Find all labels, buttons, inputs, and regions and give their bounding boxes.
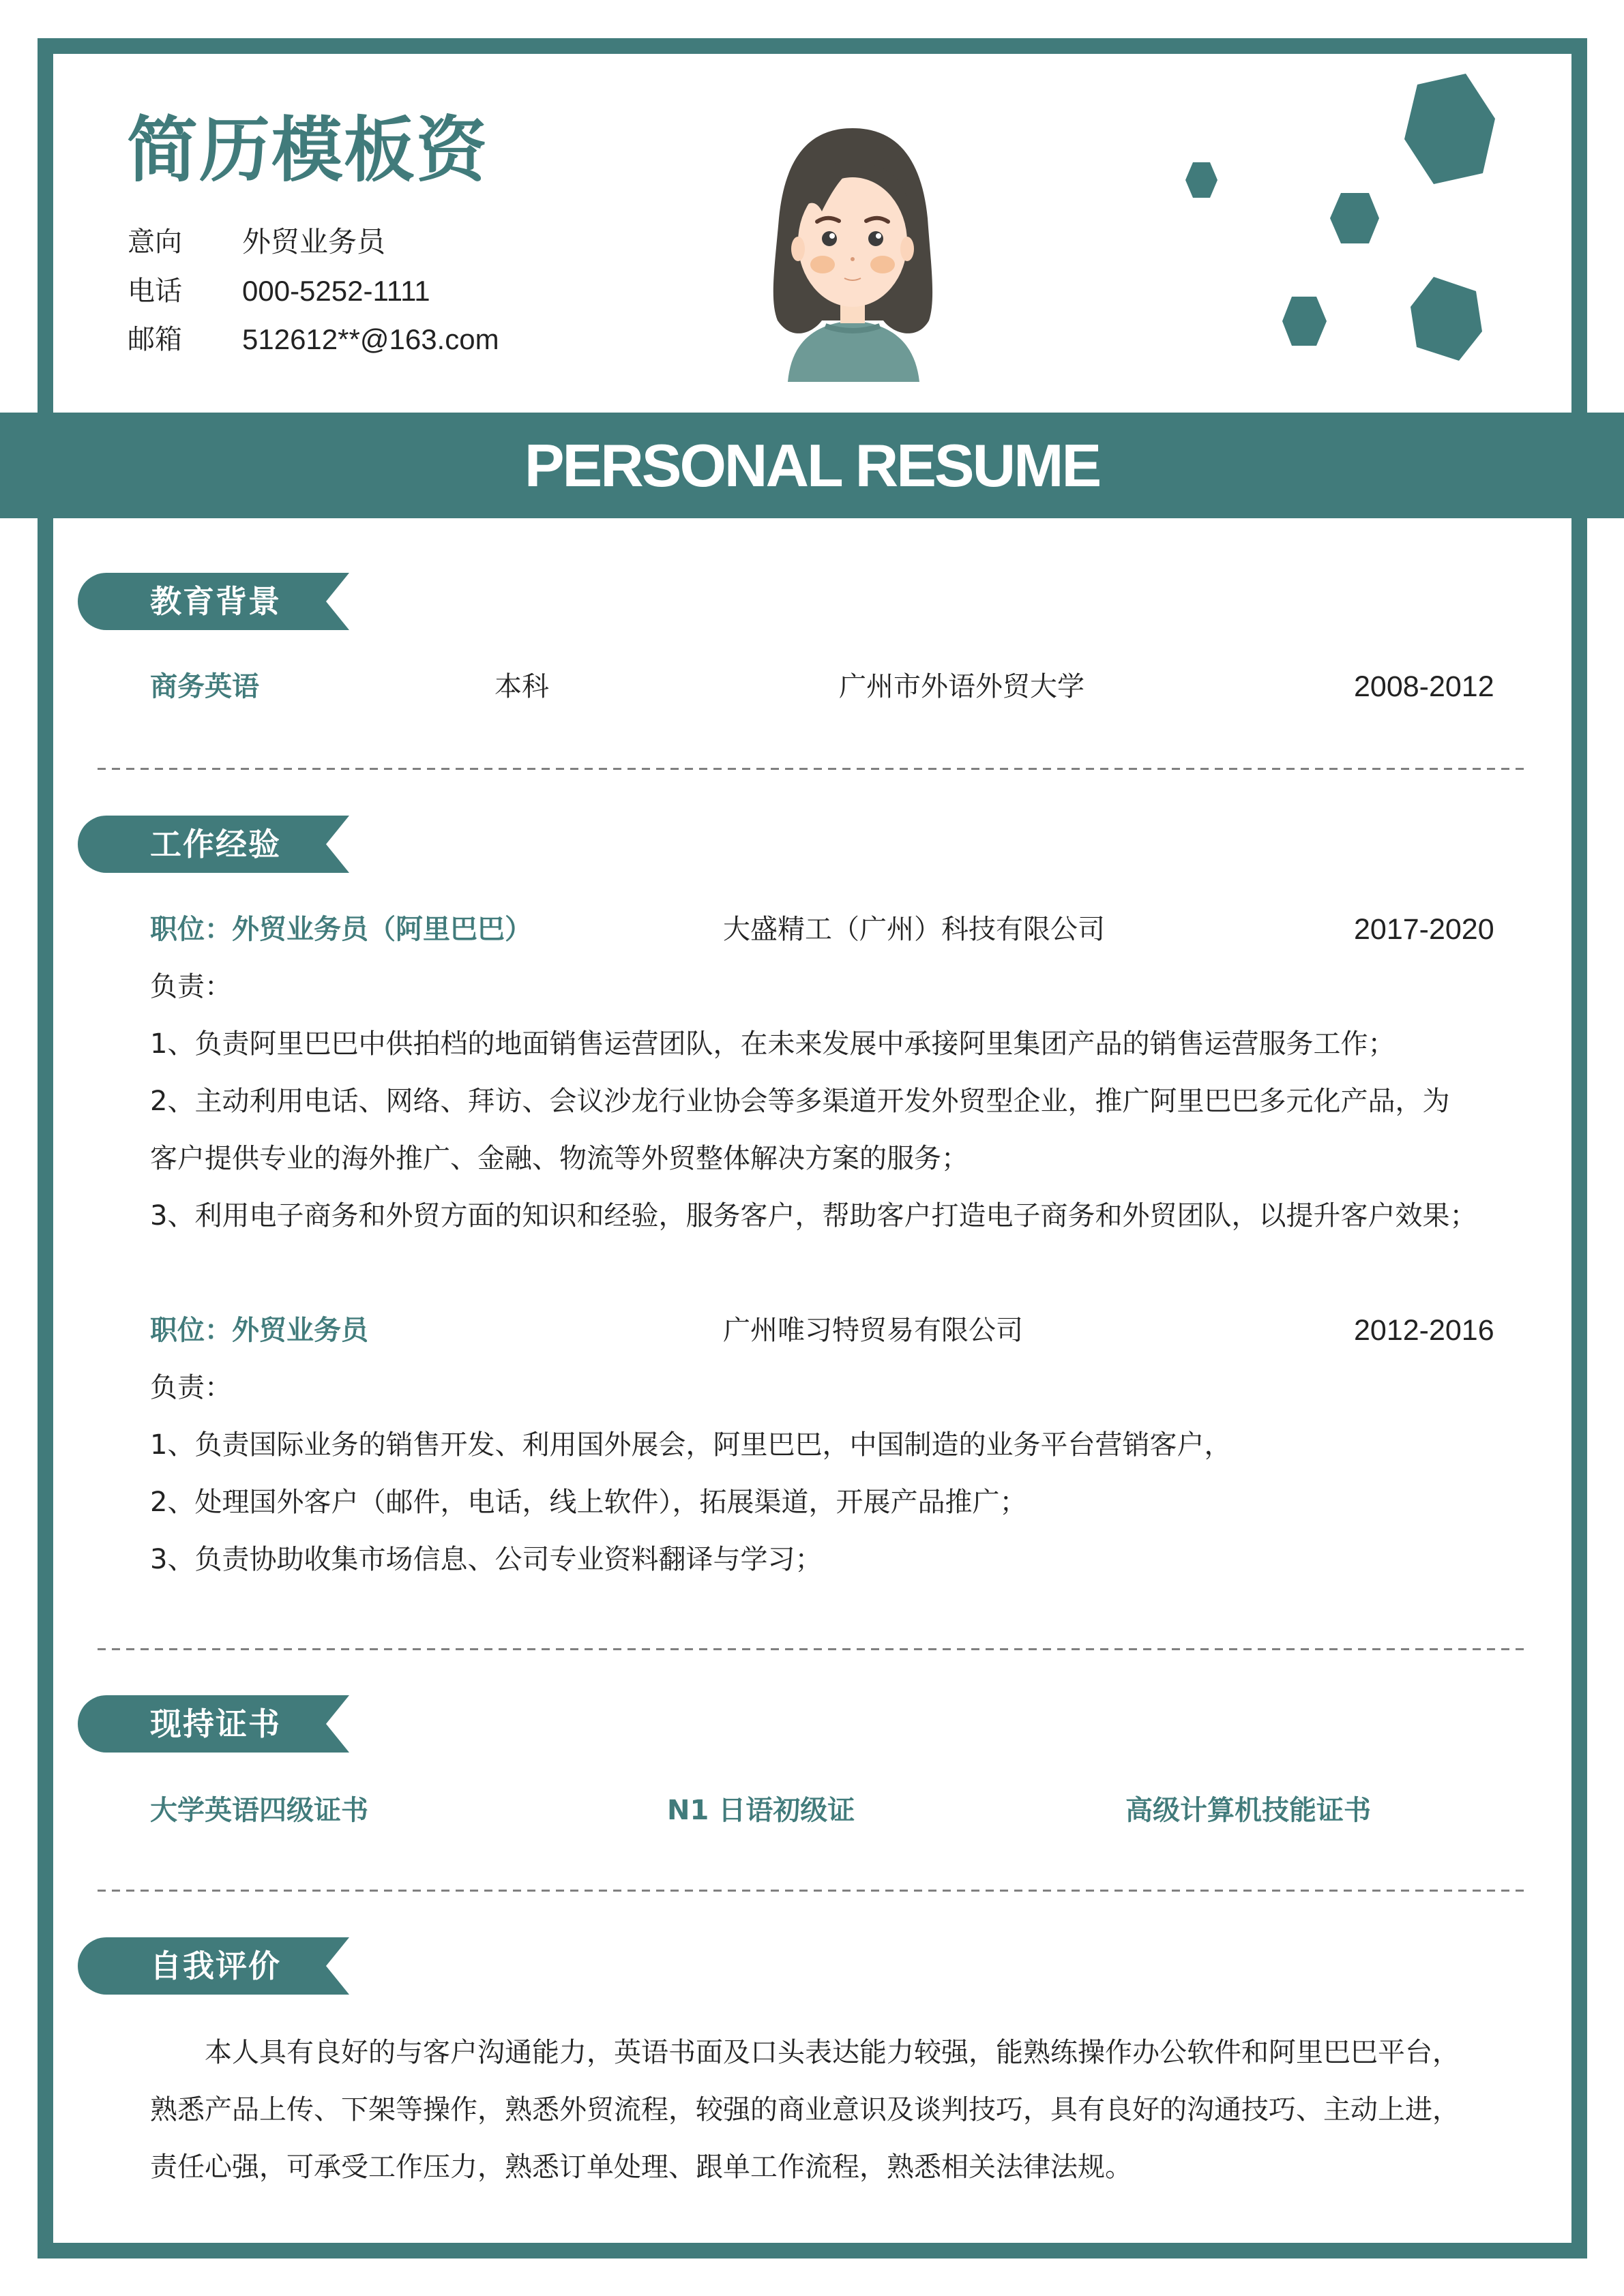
- certificate-item: 大学英语四级证书: [150, 1795, 368, 1826]
- education-school: 广州市外语外贸大学: [839, 671, 1084, 702]
- info-value-phone: 000-5252-1111: [242, 275, 430, 307]
- duty-line: 3、利用电子商务和外贸方面的知识和经验，服务客户，帮助客户打造电子商务和外贸团队，以提升客户效果；: [150, 1200, 1477, 1232]
- section-divider: [98, 1648, 1526, 1650]
- info-value-intention: 外贸业务员: [242, 226, 386, 258]
- job-position: 职位：外贸业务员: [150, 1315, 368, 1346]
- duty-line: 2、主动利用电话、网络、拜访、会议沙龙行业协会等多渠道开发外贸型企业，推广阿里巴巴多元化产品，为: [150, 1086, 1450, 1117]
- job-period: 2012-2016: [1354, 1314, 1494, 1347]
- section-title: 现持证书: [150, 1705, 281, 1742]
- section-tab-education: [78, 573, 349, 630]
- job-duties: [150, 1359, 1528, 1588]
- evaluation-line: 熟悉产品上传、下架等操作，熟悉外贸流程，较强的商业意识及谈判技巧，具有良好的沟通技巧、主动上进，: [150, 2094, 1460, 2126]
- section-divider: [98, 1890, 1526, 1892]
- job-company: 大盛精工（广州）科技有限公司: [723, 914, 1105, 945]
- info-value-email: 512612**@163.com: [242, 323, 499, 355]
- banner-title: PERSONAL RESUME: [524, 432, 1100, 499]
- self-evaluation-text: [150, 2024, 1528, 2196]
- resume-name: 简历模板资: [127, 108, 489, 192]
- evaluation-line: 责任心强，可承受工作压力，熟悉订单处理、跟单工作流程，熟悉相关法律法规。: [150, 2151, 1132, 2183]
- avatar: [757, 116, 948, 382]
- section-tab-certificates: [78, 1695, 349, 1753]
- section-title: 工作经验: [150, 826, 281, 863]
- duty-label: 负责：: [150, 971, 232, 1002]
- duty-line: 客户提供专业的海外推广、金融、物流等外贸整体解决方案的服务；: [150, 1143, 969, 1174]
- section-title: 自我评价: [150, 1948, 281, 1984]
- job-company: 广州唯习特贸易有限公司: [723, 1315, 1023, 1346]
- info-label-email: 邮箱: [128, 324, 182, 355]
- duty-label: 负责：: [150, 1372, 232, 1403]
- evaluation-line: 本人具有良好的与客户沟通能力，英语书面及口头表达能力较强，能熟练操作办公软件和阿里巴巴平台，: [150, 2037, 1460, 2068]
- cartoon-girl-avatar-icon: [757, 116, 948, 382]
- certificate-item: 高级计算机技能证书: [1125, 1795, 1371, 1826]
- duty-line: 1、负责国际业务的销售开发、利用国外展会，阿里巴巴，中国制造的业务平台营销客户，: [150, 1429, 1232, 1461]
- education-period: 2008-2012: [1354, 670, 1494, 703]
- education-major: 商务英语: [150, 671, 259, 702]
- section-divider: [98, 768, 1526, 770]
- certificate-item: N1 日语初级证: [667, 1795, 855, 1826]
- education-degree: 本科: [494, 671, 549, 702]
- duty-line: 3、负责协助收集市场信息、公司专业资料翻译与学习；: [150, 1544, 823, 1575]
- section-tab-self-evaluation: [78, 1937, 349, 1995]
- job-position: 职位：外贸业务员（阿里巴巴）: [150, 914, 532, 945]
- info-label-phone: 电话: [128, 275, 182, 307]
- info-label-intention: 意向: [128, 226, 182, 258]
- duty-line: 1、负责阿里巴巴中供拍档的地面销售运营团队，在未来发展中承接阿里集团产品的销售运营服务工作；: [150, 1028, 1396, 1060]
- duty-line: 2、处理国外客户（邮件，电话，线上软件），拓展渠道，开展产品推广；: [150, 1487, 1027, 1518]
- section-title: 教育背景: [150, 583, 281, 620]
- job-duties: [150, 958, 1528, 1244]
- job-period: 2017-2020: [1354, 913, 1494, 946]
- section-tab-work: [78, 816, 349, 873]
